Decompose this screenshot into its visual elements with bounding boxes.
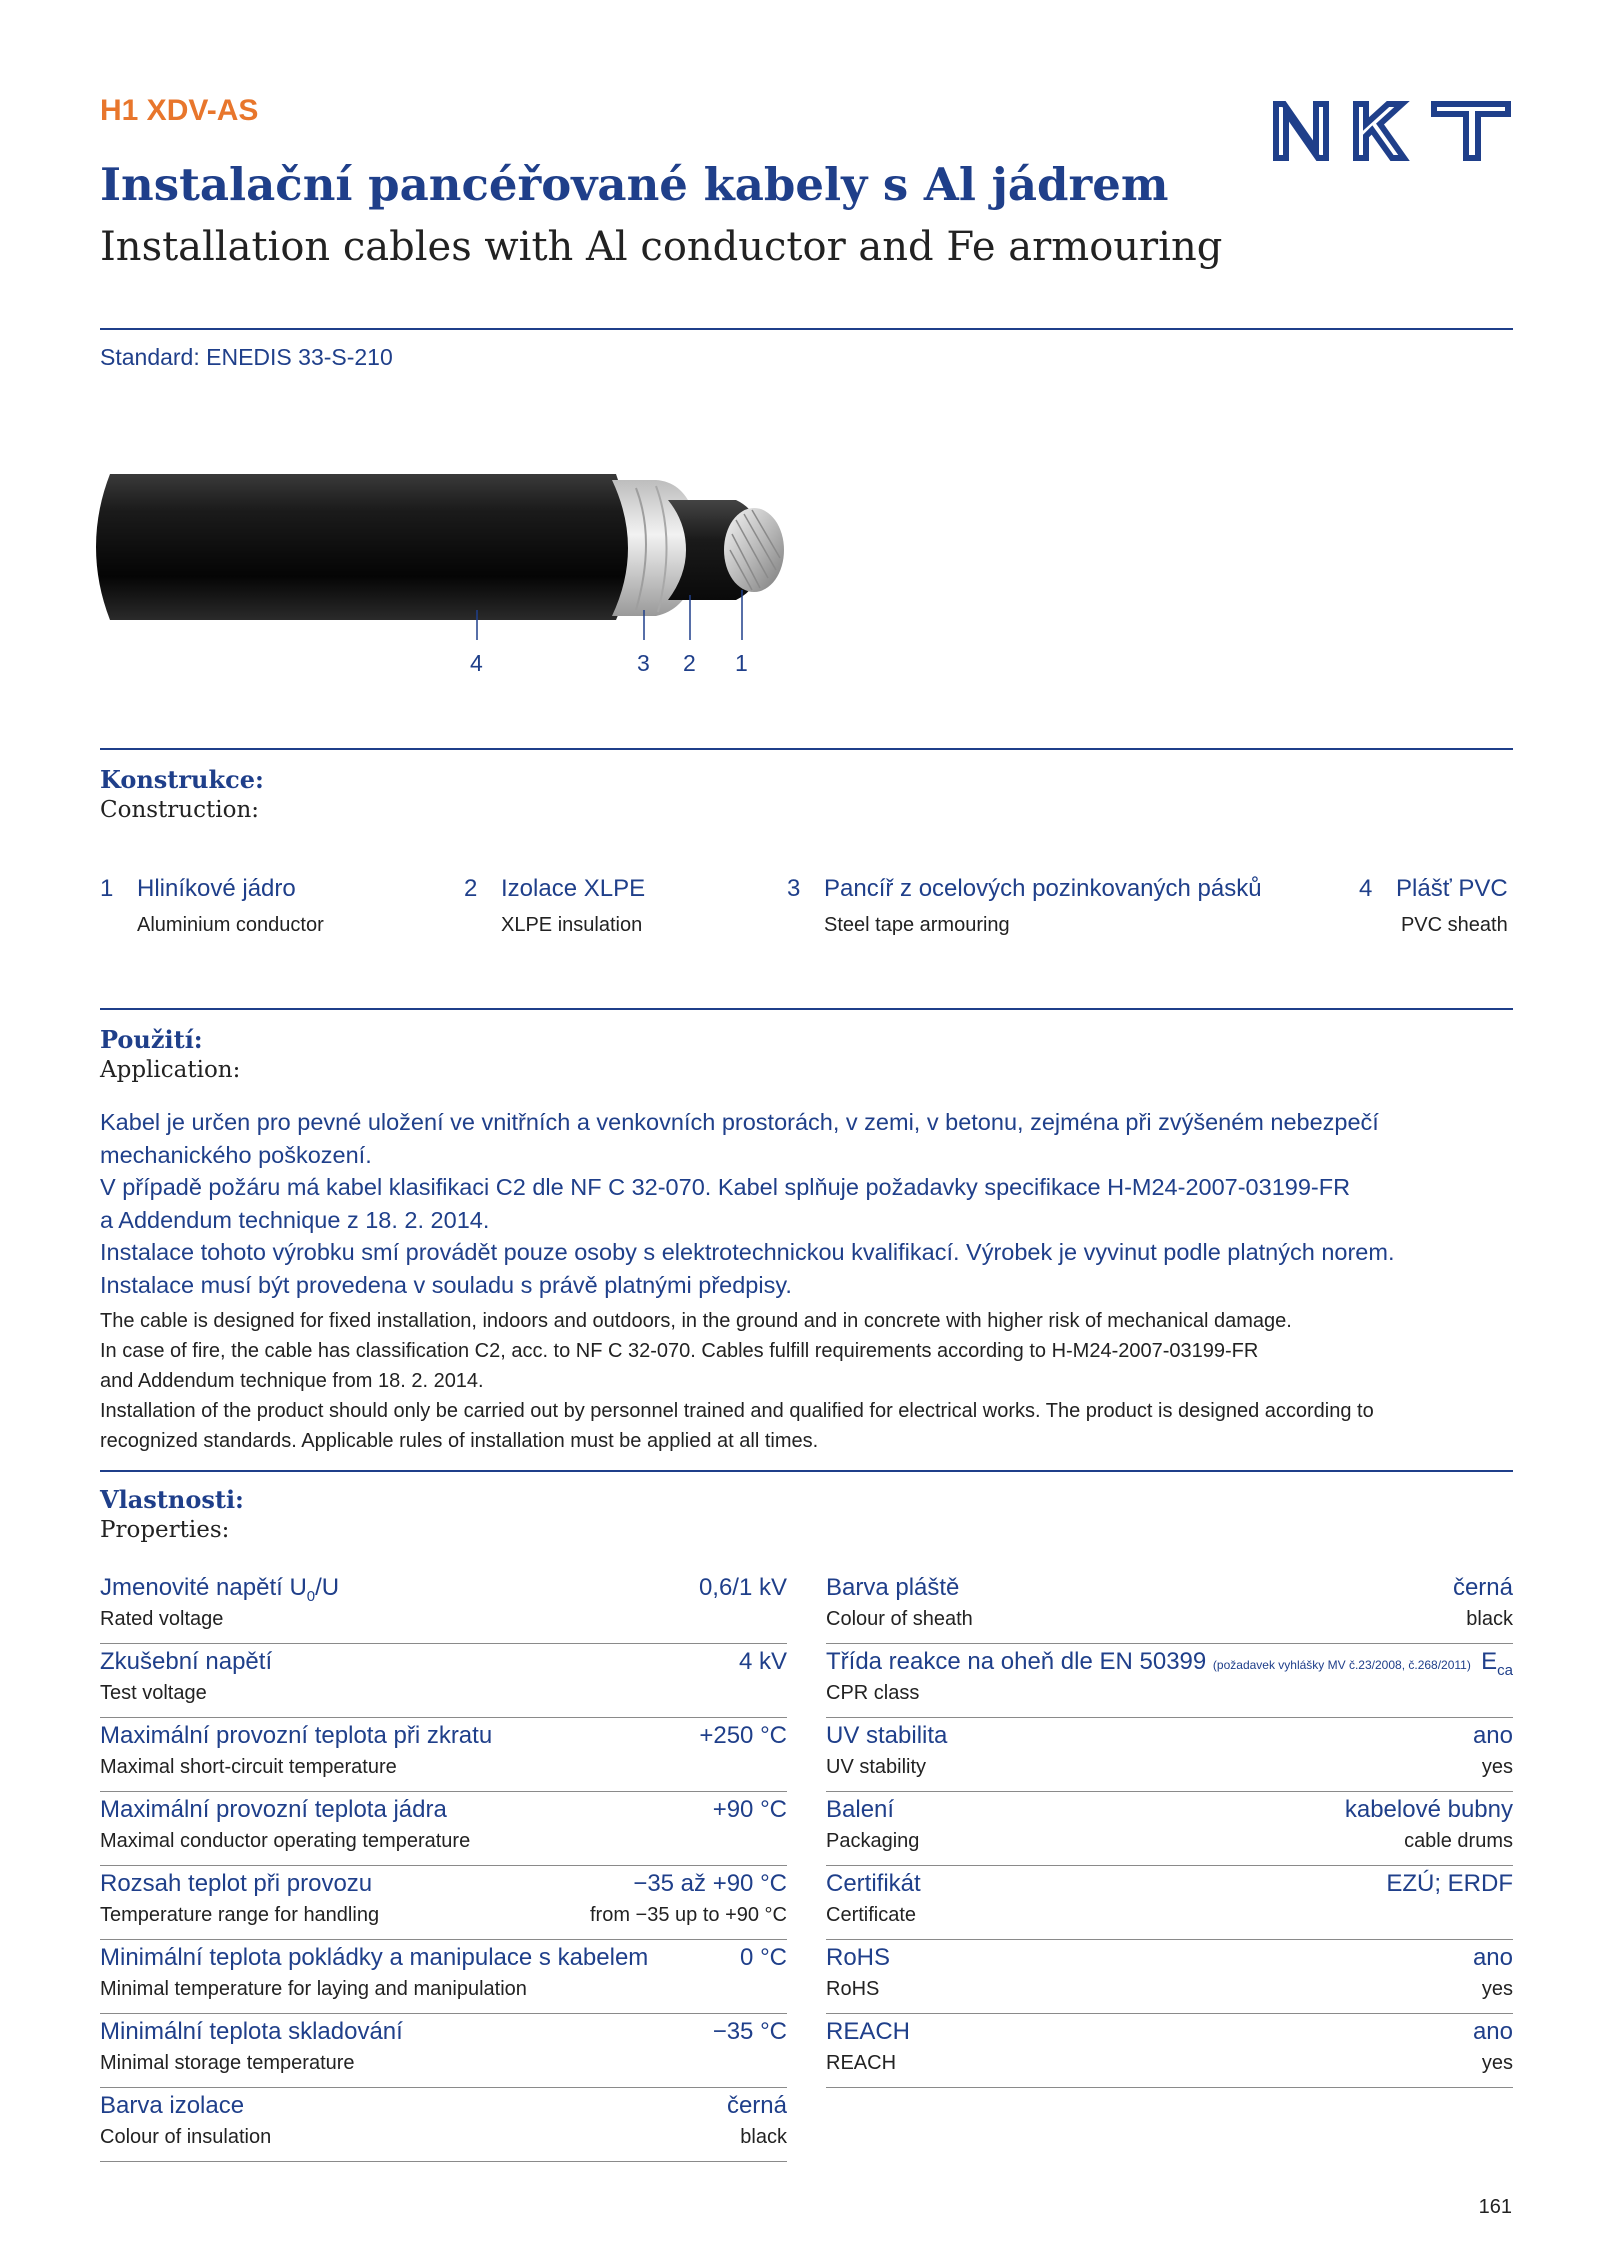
property-value-cz: ano — [1472, 1944, 1513, 1971]
product-code: H1 XDV-AS — [100, 94, 259, 127]
application-line-cz: a Addendum technique z 18. 2. 2014. — [100, 1206, 490, 1233]
property-value-cz: 0,6/1 kV — [698, 1574, 787, 1601]
property-label-cz: UV stabilita — [826, 1722, 948, 1749]
property-label-cz: Jmenovité napětí $U_0/U$ — [100, 1574, 340, 1605]
property-value-cz: 0 °C — [740, 1944, 787, 1971]
construction-cz: Pancíř z ocelových pozinkovaných pásků — [824, 875, 1262, 902]
property-row — [100, 1940, 787, 2014]
property-label-en: Minimal storage temperature — [100, 2052, 355, 2074]
application-line-cz: mechanického poškození. — [100, 1141, 372, 1168]
application-divider — [100, 1008, 1513, 1010]
property-value-en: black — [740, 2126, 787, 2148]
nkt-logo — [1270, 98, 1515, 162]
property-row — [100, 1866, 787, 1940]
page-number: 161 — [1478, 2196, 1512, 2218]
property-label-cz: Maximální provozní teplota při zkratu — [100, 1722, 493, 1749]
callout-3: 3 — [637, 650, 650, 676]
application-line-en: The cable is designed for fixed installation, indoors and outdoors, in the ground and in concrete with higher risk of mechanical damage. — [100, 1310, 1292, 1332]
property-label-cz: Certifikát — [826, 1870, 921, 1897]
property-value-cz: ano — [1472, 2018, 1513, 2045]
property-label-cz: Rozsah teplot při provozu — [100, 1870, 373, 1897]
property-label-cz: RoHS — [826, 1944, 891, 1971]
property-row — [100, 2088, 787, 2162]
property-label-en: Temperature range for handling — [100, 1904, 380, 1926]
construction-cz: Hliníkové jádro — [137, 875, 296, 902]
property-value-en: yes — [1481, 1978, 1513, 2000]
property-label-en: Rated voltage — [100, 1608, 224, 1630]
application-subtitle: Application: — [100, 1057, 241, 1083]
property-row — [826, 1866, 1513, 1940]
construction-num: 3 — [787, 875, 801, 902]
construction-num: 4 — [1359, 875, 1373, 902]
property-label-en: Colour of insulation — [100, 2126, 272, 2148]
construction-en: Steel tape armouring — [824, 914, 1010, 936]
property-value-cz: ano — [1472, 1722, 1513, 1749]
construction-item-2 — [464, 875, 645, 937]
property-label-en: Maximal conductor operating temperature — [100, 1830, 471, 1852]
property-label-en: RoHS — [826, 1978, 880, 2000]
property-row — [826, 1792, 1513, 1866]
page-subtitle: Installation cables with Al conductor and Fe armouring — [100, 224, 1223, 270]
property-label-cz: Minimální teplota pokládky a manipulace s kabelem — [100, 1944, 649, 1971]
application-line-cz: Instalace musí být provedena v souladu s právě platnými předpisy. — [100, 1271, 792, 1298]
construction-item-4 — [1359, 875, 1508, 937]
construction-cz: Plášť PVC — [1396, 875, 1508, 902]
property-value-en: cable drums — [1404, 1830, 1513, 1852]
property-row — [826, 1644, 1513, 1718]
callout-2: 2 — [683, 650, 696, 676]
construction-en: XLPE insulation — [501, 914, 643, 936]
application-title: Použití: — [100, 1025, 203, 1054]
construction-en: Aluminium conductor — [137, 914, 324, 936]
property-label-en: Packaging — [826, 1830, 920, 1852]
property-label-cz: REACH — [826, 2018, 911, 2045]
property-value-cz: $E_{ca}$ — [1481, 1648, 1513, 1679]
properties-subtitle: Properties: — [100, 1517, 230, 1543]
construction-item-1 — [100, 875, 324, 937]
construction-subtitle: Construction: — [100, 797, 260, 823]
property-label-en: Test voltage — [100, 1682, 207, 1704]
callout-1: 1 — [735, 650, 748, 676]
property-label-cz: Barva pláště — [826, 1574, 960, 1601]
application-text-en — [100, 1306, 1513, 1456]
property-label-cz: Minimální teplota skladování — [100, 2018, 403, 2045]
property-value-en: from −35 up to +90 °C — [589, 1904, 787, 1926]
property-label-en: Certificate — [826, 1904, 917, 1926]
construction-num: 2 — [464, 875, 478, 902]
property-value-cz: −35 °C — [712, 2018, 787, 2045]
property-row — [826, 1718, 1513, 1792]
header-divider — [100, 328, 1513, 330]
property-value-en: yes — [1481, 2052, 1513, 2074]
properties-right-column — [826, 1570, 1513, 2088]
property-label-en: Colour of sheath — [826, 1608, 973, 1630]
property-value-cz: EZÚ; ERDF — [1386, 1870, 1513, 1897]
property-value-cz: černá — [1452, 1574, 1513, 1601]
property-value-cz: +250 °C — [699, 1722, 787, 1749]
property-label-en: UV stability — [826, 1756, 927, 1778]
construction-item-3 — [787, 875, 1262, 937]
application-line-en: recognized standards. Applicable rules of installation must be applied at all times. — [100, 1430, 819, 1452]
property-value-cz: +90 °C — [712, 1796, 787, 1823]
properties-title: Vlastnosti: — [100, 1485, 244, 1514]
property-label-cz: Zkušební napětí — [100, 1648, 273, 1675]
application-line-cz: V případě požáru má kabel klasifikaci C2 dle NF C 32-070. Kabel splňuje požadavky specifikace H-M24-2007-03199-FR — [100, 1174, 1351, 1200]
property-row — [100, 1718, 787, 1792]
property-row — [100, 1644, 787, 1718]
properties-left-column — [100, 1570, 787, 2162]
property-label-en: Maximal short-circuit temperature — [100, 1756, 397, 1778]
property-value-en: black — [1466, 1608, 1513, 1630]
property-value-en: yes — [1481, 1756, 1513, 1778]
property-row — [826, 1570, 1513, 1644]
application-line-cz: Instalace tohoto výrobku smí provádět pouze osoby s elektrotechnickou kvalifikací. Výrobek je vyvinut podle platných norem. — [100, 1239, 1395, 1265]
construction-num: 1 — [100, 875, 114, 902]
sheath-shape — [96, 474, 632, 620]
property-value-cz: kabelové bubny — [1344, 1796, 1513, 1823]
properties-divider — [100, 1470, 1513, 1472]
standard-label: Standard: ENEDIS 33-S-210 — [100, 344, 393, 370]
application-line-en: Installation of the product should only be carried out by personnel trained and qualified for electrical works. The product is designed according to — [100, 1400, 1374, 1422]
property-label-en: Minimal temperature for laying and manipulation — [100, 1978, 527, 2000]
construction-cz: Izolace XLPE — [501, 875, 646, 902]
property-row — [100, 2014, 787, 2088]
application-text-cz — [100, 1106, 1513, 1301]
construction-title: Konstrukce: — [100, 765, 264, 794]
property-label-en: REACH — [826, 2052, 897, 2074]
callout-4: 4 — [470, 650, 483, 676]
page-title: Instalační pancéřované kabely s Al jádrem — [100, 158, 1169, 211]
property-note: (požadavek vyhlášky MV č.23/2008, č.268/2011) — [1212, 1658, 1471, 1672]
application-line-en: and Addendum technique from 18. 2. 2014. — [100, 1370, 484, 1392]
property-label-cz: Barva izolace — [100, 2092, 245, 2119]
property-value-cz: černá — [726, 2092, 787, 2119]
property-row — [826, 1940, 1513, 2014]
property-label-en: CPR class — [826, 1682, 920, 1704]
construction-divider — [100, 748, 1513, 750]
property-value-cz: 4 kV — [738, 1648, 787, 1675]
property-label-cz: Maximální provozní teplota jádra — [100, 1796, 447, 1823]
application-line-en: In case of fire, the cable has classification C2, acc. to NF C 32-070. Cables fulfill requirements according to H-M24-2007-03199-FR — [100, 1340, 1259, 1362]
property-label-cz: Balení — [826, 1796, 895, 1823]
cable-illustration — [96, 460, 816, 710]
property-row — [100, 1570, 787, 1644]
application-line-cz: Kabel je určen pro pevné uložení ve vnitřních a venkovních prostorách, v zemi, v betonu, zejména při zvýšeném nebezpečí — [100, 1109, 1379, 1135]
construction-en: PVC sheath — [1400, 914, 1508, 936]
property-value-cz: −35 až +90 °C — [633, 1870, 787, 1897]
property-label-cz: Třída reakce na oheň dle EN 50399 (požadavek vyhlášky MV č.23/2008, č.268/2011) — [826, 1648, 1471, 1675]
property-row — [826, 2014, 1513, 2088]
property-row — [100, 1792, 787, 1866]
